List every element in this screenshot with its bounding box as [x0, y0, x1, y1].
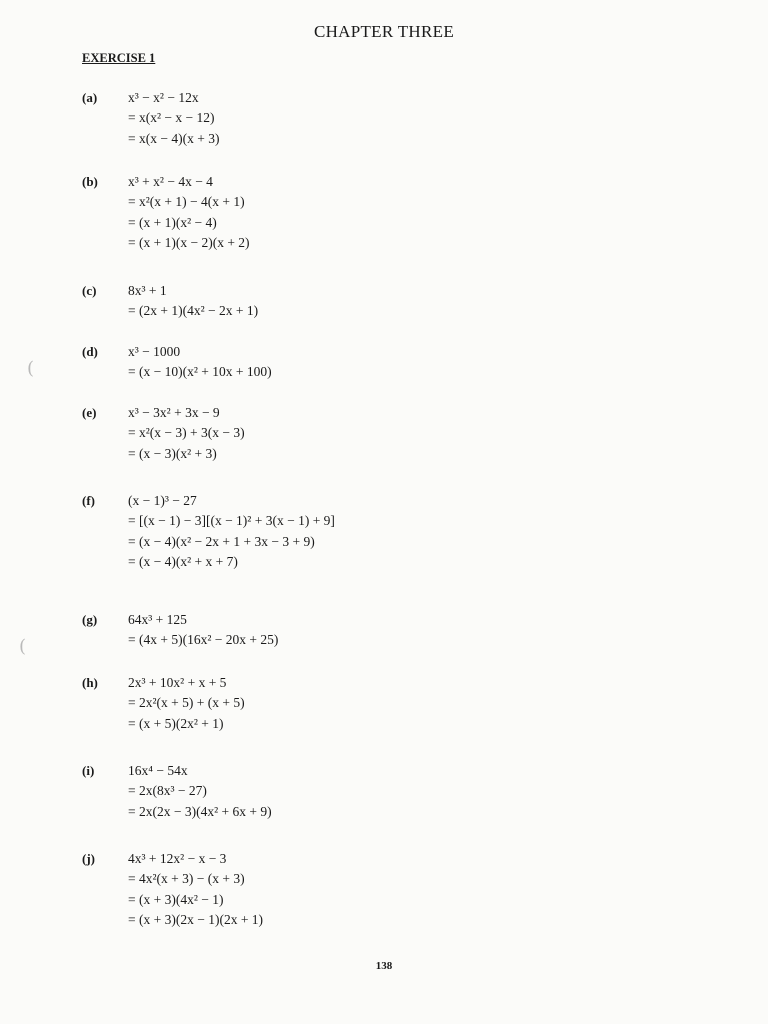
expression-line: (x − 1)³ − 27 — [128, 493, 197, 508]
working-line: = (x + 1)(x − 2)(x + 2) — [128, 235, 250, 250]
working-line: = (x + 3)(4x² − 1) — [128, 892, 224, 907]
exercise-item-label: (a) — [82, 90, 98, 105]
chapter-title: CHAPTER THREE — [313, 22, 455, 41]
exercise-item-label: (i) — [82, 763, 95, 778]
exercise-item-label: (g) — [82, 612, 98, 627]
working-line: = (x + 1)(x² − 4) — [128, 215, 217, 230]
working-line: = x(x² − x − 12) — [128, 110, 215, 125]
working-line: = (x − 10)(x² + 10x + 100) — [128, 364, 272, 379]
exercise-item-label: (j) — [82, 851, 95, 866]
working-line: = x(x − 4)(x + 3) — [128, 131, 220, 146]
exercise-item-label: (h) — [82, 675, 98, 690]
working-line: = 4x²(x + 3) − (x + 3) — [128, 871, 245, 886]
working-line: = (x + 5)(2x² + 1) — [128, 716, 224, 731]
working-line: = 2x(8x³ − 27) — [128, 783, 207, 798]
expression-line: x³ + x² − 4x − 4 — [128, 174, 213, 189]
expression-line: x³ − 1000 — [128, 344, 181, 359]
working-line: = (2x + 1)(4x² − 2x + 1) — [128, 303, 259, 318]
exercise-item-label: (b) — [82, 174, 98, 189]
expression-line: 16x⁴ − 54x — [128, 763, 188, 778]
working-line: = (x − 4)(x² − 2x + 1 + 3x − 3 + 9) — [128, 534, 315, 549]
expression-line: 4x³ + 12x² − x − 3 — [128, 851, 227, 866]
working-line: = [(x − 1) − 3][(x − 1)² + 3(x − 1) + 9] — [128, 513, 335, 528]
expression-line: x³ − 3x² + 3x − 9 — [128, 405, 220, 420]
expression-line: 64x³ + 125 — [128, 612, 187, 627]
expression-line: 2x³ + 10x² + x + 5 — [128, 675, 227, 690]
working-line: = (x − 3)(x² + 3) — [128, 446, 217, 461]
working-line: = (x − 4)(x² + x + 7) — [128, 554, 238, 569]
margin-mark: ( — [19, 636, 27, 657]
exercise-title: EXERCISE 1 — [82, 51, 156, 65]
working-line: = 2x²(x + 5) + (x + 5) — [128, 695, 245, 710]
working-line: = x²(x − 3) + 3(x − 3) — [128, 425, 245, 440]
working-line: = x²(x + 1) − 4(x + 1) — [128, 194, 245, 209]
exercise-item-label: (c) — [82, 283, 97, 298]
working-line: = (4x + 5)(16x² − 20x + 25) — [128, 632, 279, 647]
expression-line: 8x³ + 1 — [128, 283, 167, 298]
exercise-item-label: (d) — [82, 344, 98, 359]
exercise-item-label: (f) — [82, 493, 95, 508]
exercise-item-label: (e) — [82, 405, 97, 420]
page-number: 138 — [375, 960, 393, 972]
expression-line: x³ − x² − 12x — [128, 90, 199, 105]
working-line: = (x + 3)(2x − 1)(2x + 1) — [128, 912, 264, 927]
working-line: = 2x(2x − 3)(4x² + 6x + 9) — [128, 804, 272, 819]
margin-mark: ( — [27, 358, 35, 379]
